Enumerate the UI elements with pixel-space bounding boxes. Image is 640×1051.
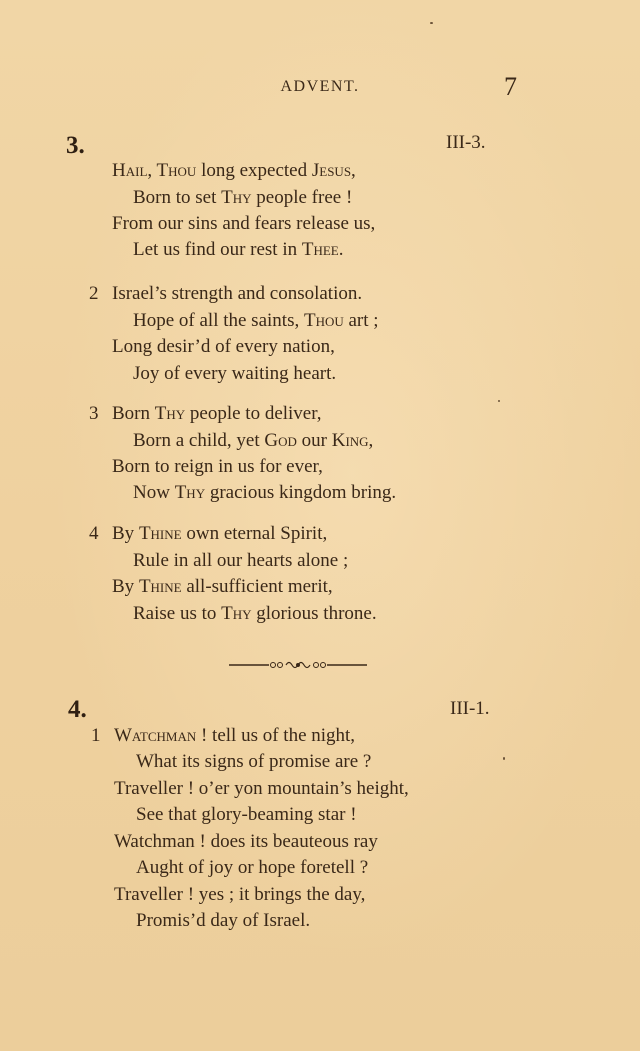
verse-line: See that glory-beaming star !	[136, 804, 357, 825]
hymn-meter: III-3.	[446, 132, 486, 153]
hymn-meter: III-1.	[450, 698, 490, 719]
small-caps-word: Thy	[154, 403, 186, 424]
stanza-number: 1	[91, 725, 101, 746]
hymn-number: 4.	[68, 696, 87, 723]
line-text: glorious throne.	[251, 603, 377, 624]
verse-line: Promis’d day of Israel.	[136, 910, 311, 931]
verse-line: Traveller ! yes ; it brings the day,	[114, 884, 366, 905]
stanza-number: 2	[89, 283, 99, 304]
page-number: 7	[504, 72, 517, 101]
verse-line	[133, 604, 377, 623]
small-caps-word: God	[264, 430, 297, 451]
verse-line	[133, 483, 396, 502]
line-text: ,	[351, 160, 356, 181]
verse-line: Long desir’d of every nation,	[112, 336, 335, 357]
verse-line	[133, 240, 344, 259]
line-text: By	[112, 523, 139, 544]
line-text: gracious kingdom bring.	[205, 482, 397, 503]
line-text: Now	[133, 482, 175, 503]
verse-line	[112, 524, 327, 543]
paper-speck	[498, 400, 500, 402]
line-text: people to deliver,	[185, 403, 322, 424]
verse-line: Israel’s strength and consolation.	[112, 283, 363, 304]
verse-line: Joy of every waiting heart.	[133, 363, 337, 384]
line-text: By	[112, 576, 139, 597]
line-text: art ;	[343, 310, 379, 331]
small-caps-word: Thou	[303, 310, 344, 331]
small-caps-word: Thee	[301, 239, 339, 260]
small-caps-word: Thy	[221, 187, 252, 208]
verse-line	[112, 161, 356, 180]
small-caps-word: Thine	[138, 576, 182, 597]
line-text: .	[338, 239, 344, 260]
stanza-number: 4	[89, 523, 99, 544]
line-text: our	[296, 430, 332, 451]
verse-line: From our sins and fears release us,	[112, 213, 376, 234]
verse-line	[133, 188, 352, 207]
line-text: long expected	[196, 160, 312, 181]
verse-line	[112, 404, 322, 423]
ornamental-divider	[229, 657, 367, 673]
line-text: ,	[368, 430, 374, 451]
verse-line: Born to reign in us for ever,	[112, 456, 323, 477]
verse-line: Watchman ! does its beauteous ray	[114, 831, 378, 852]
verse-line: Aught of joy or hope foretell ?	[136, 857, 369, 878]
verse-line	[133, 431, 373, 450]
line-text: Born to set	[133, 187, 222, 208]
line-text: own eternal Spirit,	[181, 523, 328, 544]
small-caps-word: Thy	[174, 482, 206, 503]
line-text: Born a child, yet	[133, 430, 265, 451]
small-caps-word: Jesus	[311, 160, 352, 181]
paper-speck	[430, 22, 433, 24]
hymn-number: 3.	[66, 132, 85, 159]
verse-line: Rule in all our hearts alone ;	[133, 550, 349, 571]
small-caps-word: King	[331, 430, 369, 451]
line-text: all-sufficient merit,	[181, 576, 333, 597]
small-caps-word: Hail, Thou	[112, 160, 197, 181]
line-text: Born	[112, 403, 155, 424]
paper-speck	[503, 757, 505, 760]
line-text: Raise us to	[133, 603, 222, 624]
verse-line: Traveller ! o’er yon mountain’s height,	[114, 778, 409, 799]
line-text: Let us find our rest in	[133, 239, 302, 260]
stanza-number: 3	[89, 403, 99, 424]
small-caps-word: Thy	[221, 603, 252, 624]
verse-line	[114, 726, 355, 745]
small-caps-word: Watchman	[114, 725, 197, 746]
line-text: ! tell us of the night,	[196, 725, 356, 746]
verse-line	[133, 311, 379, 330]
verse-line: What its signs of promise are ?	[136, 751, 372, 772]
running-head: ADVENT.	[280, 78, 360, 95]
line-text: people free !	[251, 187, 353, 208]
small-caps-word: Thine	[138, 523, 182, 544]
verse-line	[112, 577, 333, 596]
line-text: Hope of all the saints,	[133, 310, 304, 331]
